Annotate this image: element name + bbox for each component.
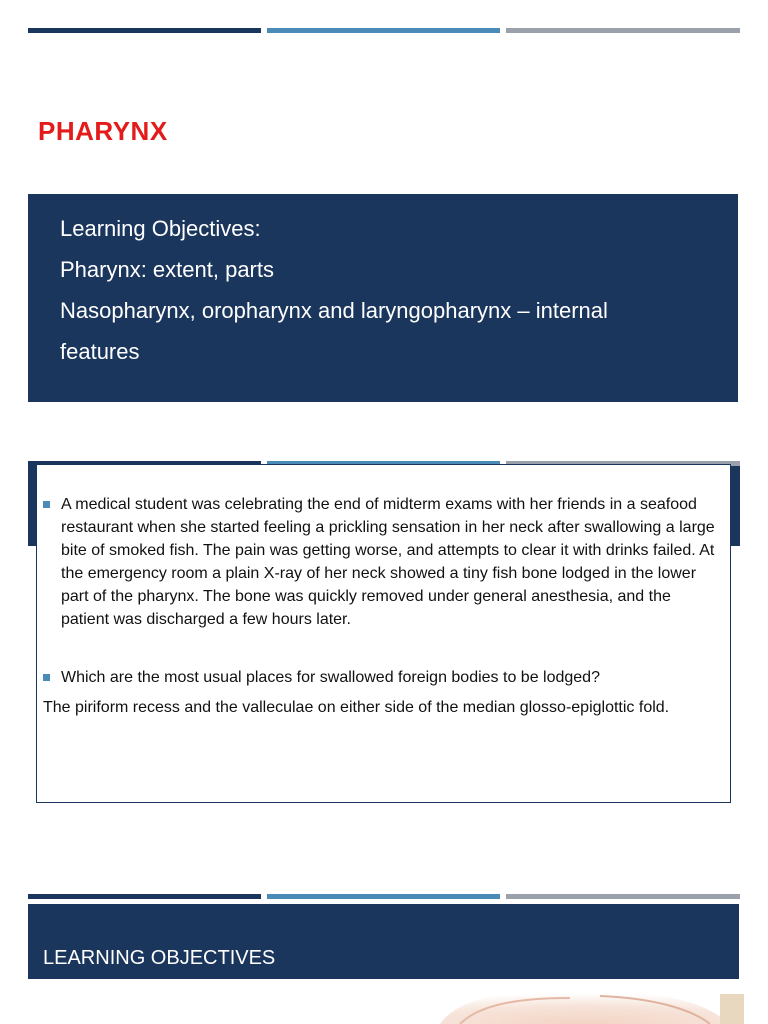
slide3-stripe-gray <box>506 894 740 899</box>
case-bullet <box>43 493 722 631</box>
slide-title: PHARYNX <box>38 116 168 146</box>
learning-objectives-banner <box>28 904 739 979</box>
slide3-stripe-blue <box>267 894 500 899</box>
objectives-line: features <box>60 339 140 364</box>
case-text: A medical student was celebrating the end of midterm exams with her friends in a seafood restaurant when she started feeling a prickling sensation in her neck after swallowing a large bite of smoked fish. The pain was getting worse, and attempts to clear it with drinks failed. At the emergency room a plain X-ray of her neck showed a tiny fish bone lodged in the lower part of the pharynx. The bone was quickly removed under general anesthesia, and the patient was discharged a few hours later. <box>61 496 715 628</box>
objectives-panel <box>28 194 738 402</box>
header-stripe-dark <box>28 28 261 33</box>
question-text: Which are the most usual places for swallowed foreign bodies to be lodged? <box>61 669 600 686</box>
bullet-icon <box>43 674 50 681</box>
answer-text: The piriform recess and the valleculae on either side of the median glosso-epiglottic fold. <box>43 699 670 716</box>
objectives-line: Learning Objectives: <box>60 216 261 241</box>
question-bullet <box>43 666 722 689</box>
anatomy-image <box>420 986 750 1024</box>
header-stripe-blue <box>267 28 500 33</box>
header-stripe-gray <box>506 28 740 33</box>
case-study-box <box>36 464 731 803</box>
objectives-line: Pharynx: extent, parts <box>60 257 274 282</box>
objectives-line: Nasopharynx, oropharynx and laryngopharynx – internal <box>60 298 608 323</box>
slide3-stripe-dark <box>28 894 261 899</box>
bullet-icon <box>43 501 50 508</box>
learning-objectives-heading: LEARNING OBJECTIVES <box>43 947 276 969</box>
